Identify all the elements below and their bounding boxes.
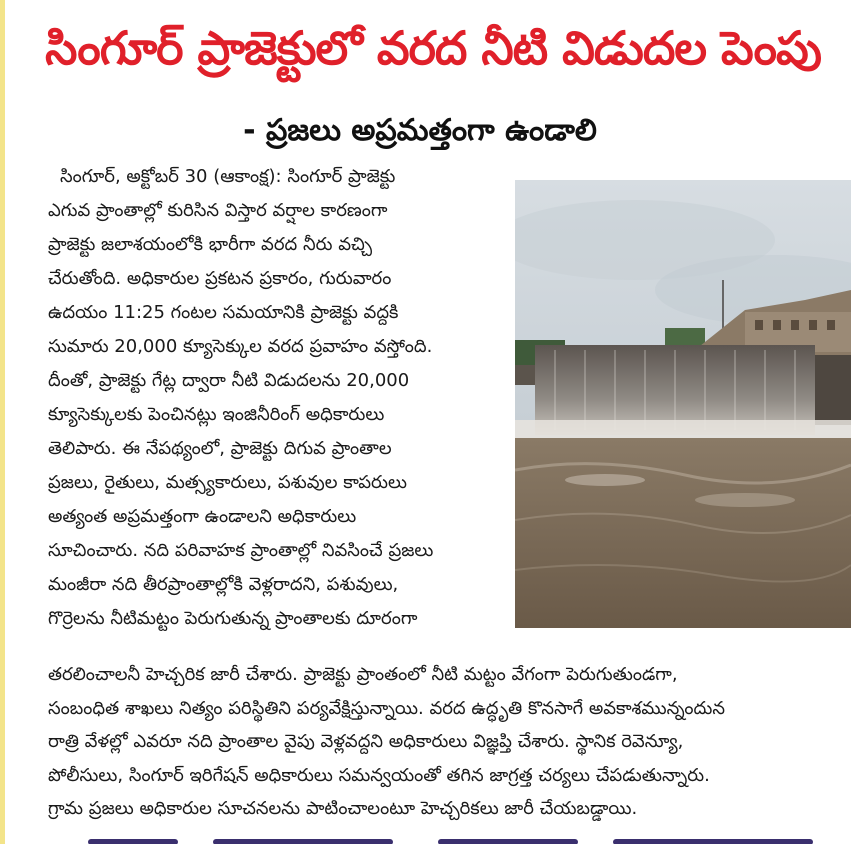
article-photo-dam-spillway — [515, 180, 851, 628]
cutoff-glyph-bar — [88, 839, 178, 844]
body-line: ఎగువ ప్రాంతాల్లో కురిసిన విస్తార వర్షాల కారణంగా — [48, 200, 388, 221]
body-line: సూచించారు. నది పరివాహక ప్రాంతాల్లో నివసించే ప్రజలు — [48, 540, 434, 561]
cutoff-glyph-bar — [613, 839, 813, 844]
body-line: ప్రాజెక్టు జలాశయంలోకి భారీగా వరద నీరు వచ్చి — [48, 234, 373, 255]
body-line: రాత్రి వేళల్లో ఎవరూ నది ప్రాంతాల వైపు వెళ్లవద్దని అధికారులు విజ్ఞప్తి చేశారు. స్థానిక రెవెన్యూ, — [48, 731, 684, 752]
body-line: గొర్రెలను నీటిమట్టం పెరుగుతున్న ప్రాంతాలకు దూరంగా — [48, 608, 418, 629]
body-line: తెలిపారు. ఈ నేపథ్యంలో, ప్రాజెక్టు దిగువ ప్రాంతాల — [48, 438, 392, 459]
article-subheadline: - ప్రజలు అప్రమత్తంగా ఉండాలి — [243, 113, 597, 148]
body-line: తరలించాలనీ హెచ్చరిక జారీ చేశారు. ప్రాజెక్టు ప్రాంతంలో నీటి మట్టం వేగంగా పెరుగుతుండగా, — [48, 664, 678, 685]
body-line: సంబంధిత శాఖలు నిత్యం పరిస్థితిని పర్యవేక్షిస్తున్నాయి. వరద ఉద్ధృతి కొనసాగే అవకాశమున్నందున — [48, 697, 726, 719]
body-line: క్యూసెక్కులకు పెంచినట్లు ఇంజినీరింగ్ అధికారులు — [48, 404, 385, 425]
body-line: ప్రజలు, రైతులు, మత్స్యకారులు, పశువుల కాపరులు — [48, 472, 407, 493]
body-line: సింగూర్, అక్టోబర్ 30 (ఆకాంక్ష): సింగూర్ ప్రాజెక్టు — [60, 166, 396, 187]
body-line: సుమారు 20,000 క్యూసెక్కుల వరద ప్రవాహం వస్తోంది. — [48, 336, 433, 357]
article-body-wide — [48, 658, 853, 826]
body-line: ఉదయం 11:25 గంటల సమయానికి ప్రాజెక్టు వద్దకి — [48, 302, 399, 323]
cutoff-glyph-bar — [213, 839, 393, 844]
article-body-narrow — [48, 160, 488, 636]
article-headline: సింగూర్ ప్రాజెక్టులో వరద నీటి విడుదల పెంపు — [45, 21, 821, 75]
body-line: చేరుతోంది. అధికారుల ప్రకటన ప్రకారం, గురువారం — [48, 268, 392, 289]
next-headline-cutoff — [48, 830, 848, 844]
body-line: అత్యంత అప్రమత్తంగా ఉండాలని అధికారులు — [48, 506, 357, 527]
body-line: పోలీసులు, సింగూర్ ఇరిగేషన్ అధికారులు సమన్వయంతో తగిన జాగ్రత్త చర్యలు చేపడుతున్నారు. — [48, 764, 710, 786]
page-margin-rule — [0, 0, 5, 844]
body-line: దీంతో, ప్రాజెక్టు గేట్ల ద్వారా నీటి విడుదలను 20,000 — [48, 370, 410, 391]
body-line: గ్రామ ప్రజలు అధికారుల సూచనలను పాటించాలంటూ హెచ్చరికలు జారీ చేయబడ్డాయి. — [48, 798, 638, 819]
body-line: మంజీరా నది తీరప్రాంతాల్లోకి వెళ్లరాదని, పశువులు, — [48, 574, 399, 595]
cutoff-glyph-bar — [438, 839, 578, 844]
